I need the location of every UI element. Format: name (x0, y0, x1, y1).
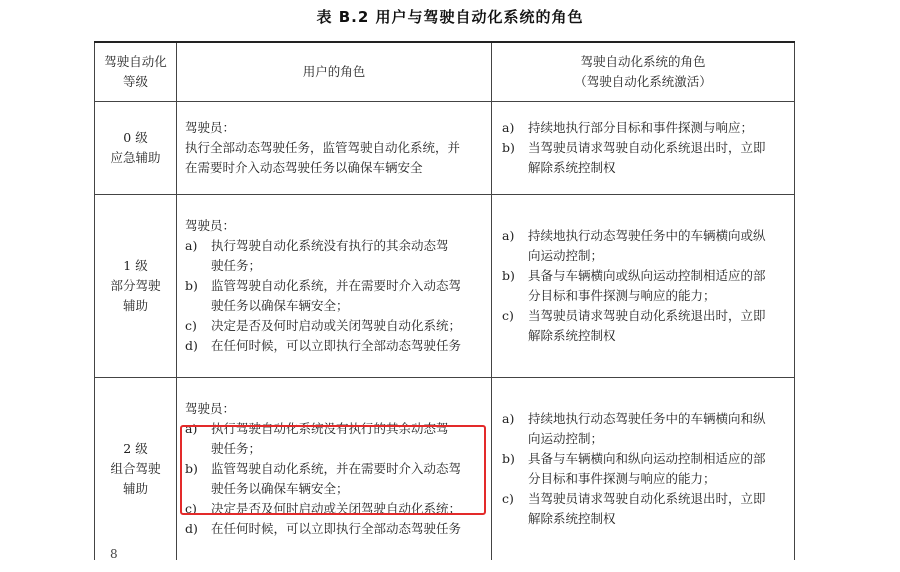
item-marker: d) (185, 338, 198, 353)
item-line: 解除系统控制权 (528, 160, 616, 175)
item-marker: c) (185, 318, 197, 333)
header-system-line: 驾驶自动化系统的角色 (580, 54, 706, 69)
item-marker: a) (185, 421, 198, 436)
item-line: 持续地执行动态驾驶任务中的车辆横向和纵 (528, 411, 766, 426)
level-cell (95, 102, 177, 195)
table-title: 表 B.2 用户与驾驶自动化系统的角色 (316, 8, 584, 26)
item-line: 驶任务； (211, 441, 262, 456)
level-line: 应急辅助 (110, 150, 161, 165)
level-line: 2 级 (123, 441, 148, 456)
item-line: 持续地执行动态驾驶任务中的车辆横向或纵 (528, 228, 766, 243)
item-marker: c) (502, 308, 514, 323)
table-row-level-1 (95, 195, 795, 378)
system-item (502, 449, 788, 489)
roles-table (94, 41, 795, 560)
item-line: 驶任务以确保车辆安全； (211, 481, 349, 496)
item-line: 决定是否及何时启动或关闭驾驶自动化系统； (211, 318, 462, 333)
item-marker: a) (502, 228, 515, 243)
header-level-line: 等级 (122, 74, 148, 89)
item-line: 监管驾驶自动化系统，并在需要时介入动态驾 (211, 461, 462, 476)
system-item (502, 118, 788, 138)
item-line: 在任何时候，可以立即执行全部动态驾驶任务 (211, 338, 462, 353)
user-item (185, 459, 485, 499)
header-level (95, 42, 177, 102)
item-marker: b) (185, 461, 198, 476)
level-line: 辅助 (122, 298, 148, 313)
system-item (502, 409, 788, 449)
table-row-level-0 (95, 102, 795, 195)
system-item (502, 489, 788, 529)
level-cell (95, 195, 177, 378)
user-intro: 驾驶员： (185, 401, 236, 416)
user-item (185, 276, 485, 316)
user-item (185, 419, 485, 459)
system-item (502, 138, 788, 178)
user-item (185, 499, 485, 519)
header-system-line: （驾驶自动化系统激活） (574, 74, 712, 89)
level-cell (95, 378, 177, 561)
item-line: 执行驾驶自动化系统没有执行的其余动态驾 (211, 238, 449, 253)
level-line: 0 级 (123, 130, 148, 145)
header-user-role: 用户的角色 (177, 42, 492, 102)
system-item (502, 306, 788, 346)
item-line: 具备与车辆横向和纵向运动控制相适应的部 (528, 451, 766, 466)
level-line: 组合驾驶 (110, 461, 161, 476)
user-item (185, 519, 485, 539)
item-line: 执行驾驶自动化系统没有执行的其余动态驾 (211, 421, 449, 436)
level-line: 部分驾驶 (110, 278, 161, 293)
item-line: 具备与车辆横向或纵向运动控制相适应的部 (528, 268, 766, 283)
item-line: 驶任务以确保车辆安全； (211, 298, 349, 313)
user-text-line: 执行全部动态驾驶任务，监管驾驶自动化系统，并 (185, 140, 461, 155)
item-line: 当驾驶员请求驾驶自动化系统退出时，立即 (528, 491, 766, 506)
user-role-cell (177, 195, 492, 378)
item-line: 解除系统控制权 (528, 511, 616, 526)
user-item (185, 236, 485, 276)
table-header-row (95, 42, 795, 102)
item-line: 驶任务； (211, 258, 262, 273)
item-line: 当驾驶员请求驾驶自动化系统退出时，立即 (528, 140, 766, 155)
user-role-cell (177, 378, 492, 561)
item-line: 监管驾驶自动化系统，并在需要时介入动态驾 (211, 278, 462, 293)
system-item (502, 266, 788, 306)
item-marker: c) (502, 491, 514, 506)
item-marker: a) (502, 120, 515, 135)
item-marker: a) (502, 411, 515, 426)
system-item (502, 226, 788, 266)
user-text-line: 在需要时介入动态驾驶任务以确保车辆安全 (185, 160, 423, 175)
item-line: 决定是否及何时启动或关闭驾驶自动化系统； (211, 501, 462, 516)
level-line: 辅助 (122, 481, 148, 496)
item-marker: a) (185, 238, 198, 253)
item-marker: b) (502, 268, 515, 283)
item-line: 持续地执行部分目标和事件探测与响应； (528, 120, 754, 135)
system-role-cell (492, 195, 795, 378)
header-level-line: 驾驶自动化 (104, 54, 167, 69)
user-role-cell (177, 102, 492, 195)
table-row-level-2 (95, 378, 795, 561)
item-line: 分目标和事件探测与响应的能力； (528, 471, 716, 486)
user-item (185, 316, 485, 336)
system-role-cell (492, 102, 795, 195)
user-intro: 驾驶员： (185, 120, 236, 135)
item-marker: b) (502, 140, 515, 155)
page-number: 8 (110, 547, 118, 561)
item-line: 分目标和事件探测与响应的能力； (528, 288, 716, 303)
item-line: 解除系统控制权 (528, 328, 616, 343)
user-intro: 驾驶员： (185, 218, 236, 233)
user-item (185, 336, 485, 356)
item-line: 在任何时候，可以立即执行全部动态驾驶任务 (211, 521, 462, 536)
system-role-cell (492, 378, 795, 561)
header-system-role (492, 42, 795, 102)
item-line: 当驾驶员请求驾驶自动化系统退出时，立即 (528, 308, 766, 323)
item-line: 向运动控制； (528, 248, 604, 263)
item-marker: c) (185, 501, 197, 516)
item-marker: d) (185, 521, 198, 536)
level-line: 1 级 (123, 258, 148, 273)
item-marker: b) (502, 451, 515, 466)
item-line: 向运动控制； (528, 431, 604, 446)
item-marker: b) (185, 278, 198, 293)
